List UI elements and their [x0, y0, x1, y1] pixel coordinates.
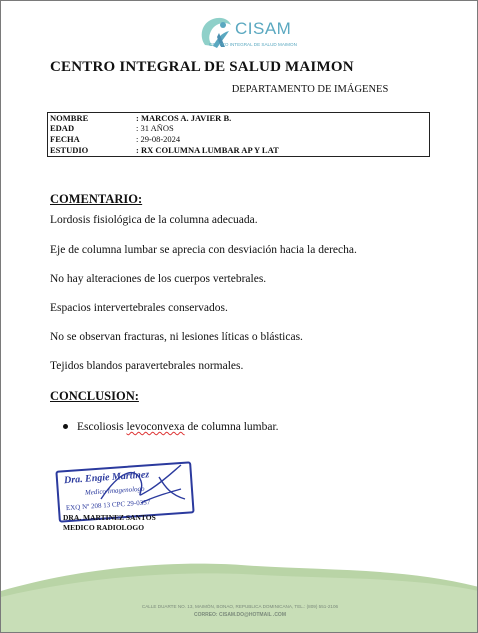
field-value: : 29-08-2024: [136, 134, 181, 144]
stamp-numbers: EXQ Nº 208 13 CPC 29-0357: [65, 498, 151, 513]
comment-line: Espacios intervertebrales conservados.: [50, 302, 228, 314]
comment-line: No hay alteraciones de los cuerpos vertebrales.: [50, 273, 267, 285]
field-label: NOMBRE: [50, 113, 89, 123]
logo-subtitle: CENTRO INTEGRAL DE SALUD MAIMON: [209, 42, 297, 47]
footer-wave: [1, 561, 478, 633]
clinic-title: CENTRO INTEGRAL DE SALUD MAIMON: [50, 59, 354, 75]
stamp-name: Dra. Engie Martinez: [63, 469, 150, 487]
comment-line: Tejidos blandos paravertebrales normales.: [50, 360, 244, 372]
handwritten-signature-icon: [81, 459, 191, 514]
cisam-logo: [191, 11, 301, 55]
field-value: : RX COLUMNA LUMBAR AP Y LAT: [136, 145, 279, 155]
doctor-name: DRA. MARTINEZ SANTOS: [63, 513, 156, 522]
stamp-title: Medico Imagenologo: [84, 484, 145, 497]
logo-wordmark: CISAM: [235, 19, 292, 38]
field-label: EDAD: [50, 123, 75, 133]
patient-info-box: [47, 112, 430, 157]
comment-line: No se observan fracturas, ni lesiones líticas o blásticas.: [50, 331, 303, 343]
department-title: DEPARTAMENTO DE IMÁGENES: [231, 84, 389, 95]
field-value: : 31 AÑOS: [136, 123, 174, 133]
conclusion-text-end: de columna lumbar.: [184, 421, 279, 433]
conclusion-flagged-word: levoconvexa: [126, 421, 185, 433]
footer-address: CALLE DUARTE NO. 13, MAIMÓN, BONAO, REPUBLICA DOMINICANA, TEL.: (809) 551-2106: [141, 604, 339, 609]
comment-line: Lordosis fisiológica de la columna adecuada.: [50, 214, 258, 226]
doctor-name-block: [63, 513, 156, 533]
conclusion-heading: CONCLUSION:: [50, 389, 139, 403]
conclusion-text-start: Escoliosis: [77, 421, 127, 433]
field-value: : MARCOS A. JAVIER B.: [136, 113, 232, 123]
field-label: ESTUDIO: [50, 145, 89, 155]
field-label: FECHA: [50, 134, 80, 144]
footer-email: CORREO: CISAM.DO@HOTMAIL .COM: [193, 612, 286, 618]
comment-line: Eje de columna lumbar se aprecia con desviación hacia la derecha.: [50, 244, 357, 256]
conclusion-item: [63, 421, 279, 433]
doctor-role: MEDICO RADIOLOGO: [63, 523, 145, 532]
bullet-icon: [63, 424, 68, 429]
comentario-heading: COMENTARIO:: [50, 192, 143, 206]
